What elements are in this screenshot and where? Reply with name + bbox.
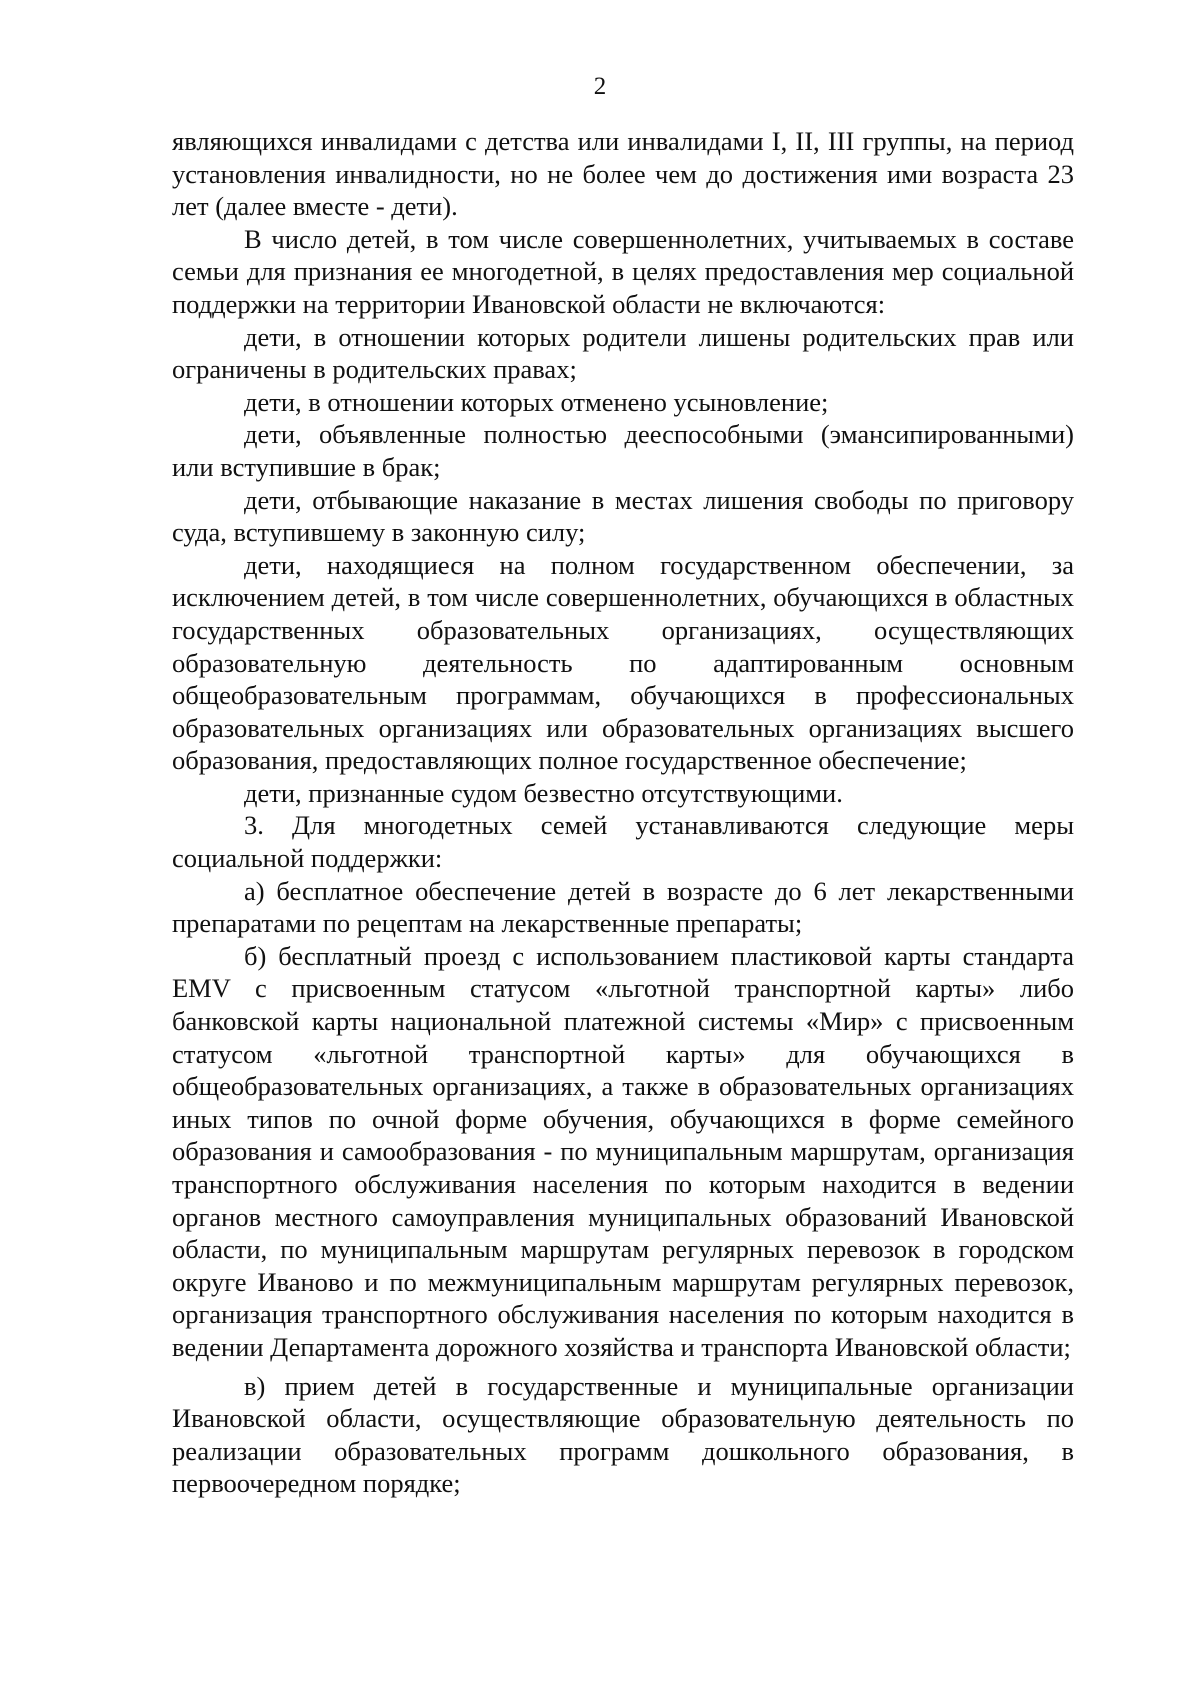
paragraph-exclusions-intro: В число детей, в том числе совершеннолетних, учитываемых в составе семьи для признания ее многодетной, в целях предоставления мер социальной поддержки на территории Ивановской области не включаются: [172,223,1074,319]
paragraph-exclusion-adoption-cancelled: дети, в отношении которых отменено усыновление; [244,386,829,417]
paragraph-item-b: б) бесплатный проезд с использованием пластиковой карты стандарта EMV с присвоенным статусом «льготной транспортной карты» либо банковской карты национальной платежной системы «Мир» с присвоенным статусом «льготной транспортной карты» для обучающихся в общеобразовательных организациях, а также в образовательных организациях иных типов по очной форме обучения, обучающихся в форме семейного образования и самообразования - по муниципальным маршрутам, организация транспортного обслуживания населения по которым находится в ведении органов местного самоуправления муниципальных образований Ивановской области, по муниципальным маршрутам регулярных перевозок в городском округе Иваново и по межмуниципальным маршрутам регулярных перевозок, организация транспортного обслуживания населения по которым находится в ведении Департамента дорожного хозяйства и транспорта Ивановской области; [172,940,1074,1362]
paragraph-section-3: 3. Для многодетных семей устанавливаются следующие меры социальной поддержки: [172,810,1074,874]
paragraph-exclusion-missing: дети, признанные судом безвестно отсутствующими. [244,777,843,808]
paragraph-exclusion-imprisoned: дети, отбывающие наказание в местах лишения свободы по приговору суда, вступившему в законную силу; [172,484,1074,548]
paragraph-exclusion-deprived-rights: дети, в отношении которых родители лишены родительских прав или ограничены в родительских правах; [172,321,1074,385]
paragraph-exclusion-emancipated: дети, объявленные полностью дееспособными (эмансипированными) или вступившие в брак; [172,419,1074,482]
document-body [172,125,1074,1500]
paragraph-exclusion-state-support: дети, находящиеся на полном государственном обеспечении, за исключением детей, в том числе совершеннолетних, обучающихся в областных государственных образовательных организациях, осуществляющих образовательную деятельность по адаптированным основным общеобразовательным программам, обучающихся в профессиональных образовательных организациях или образовательных организациях высшего образования, предоставляющих полное государственное обеспечение; [172,549,1074,776]
paragraph-continuation: являющихся инвалидами с детства или инвалидами I, II, III группы, на период установления инвалидности, но не более чем до достижения ими возраста 23 лет (далее вместе - дети). [172,126,1074,222]
page-number: 2 [593,73,607,100]
paragraph-item-v: в) прием детей в государственные и муниципальные организации Ивановской области, осуществляющие образовательную деятельность по реализации образовательных программ дошкольного образования, в первоочередном порядке; [172,1370,1074,1499]
paragraph-item-a: а) бесплатное обеспечение детей в возрасте до 6 лет лекарственными препаратами по рецептам на лекарственные препараты; [172,875,1074,939]
